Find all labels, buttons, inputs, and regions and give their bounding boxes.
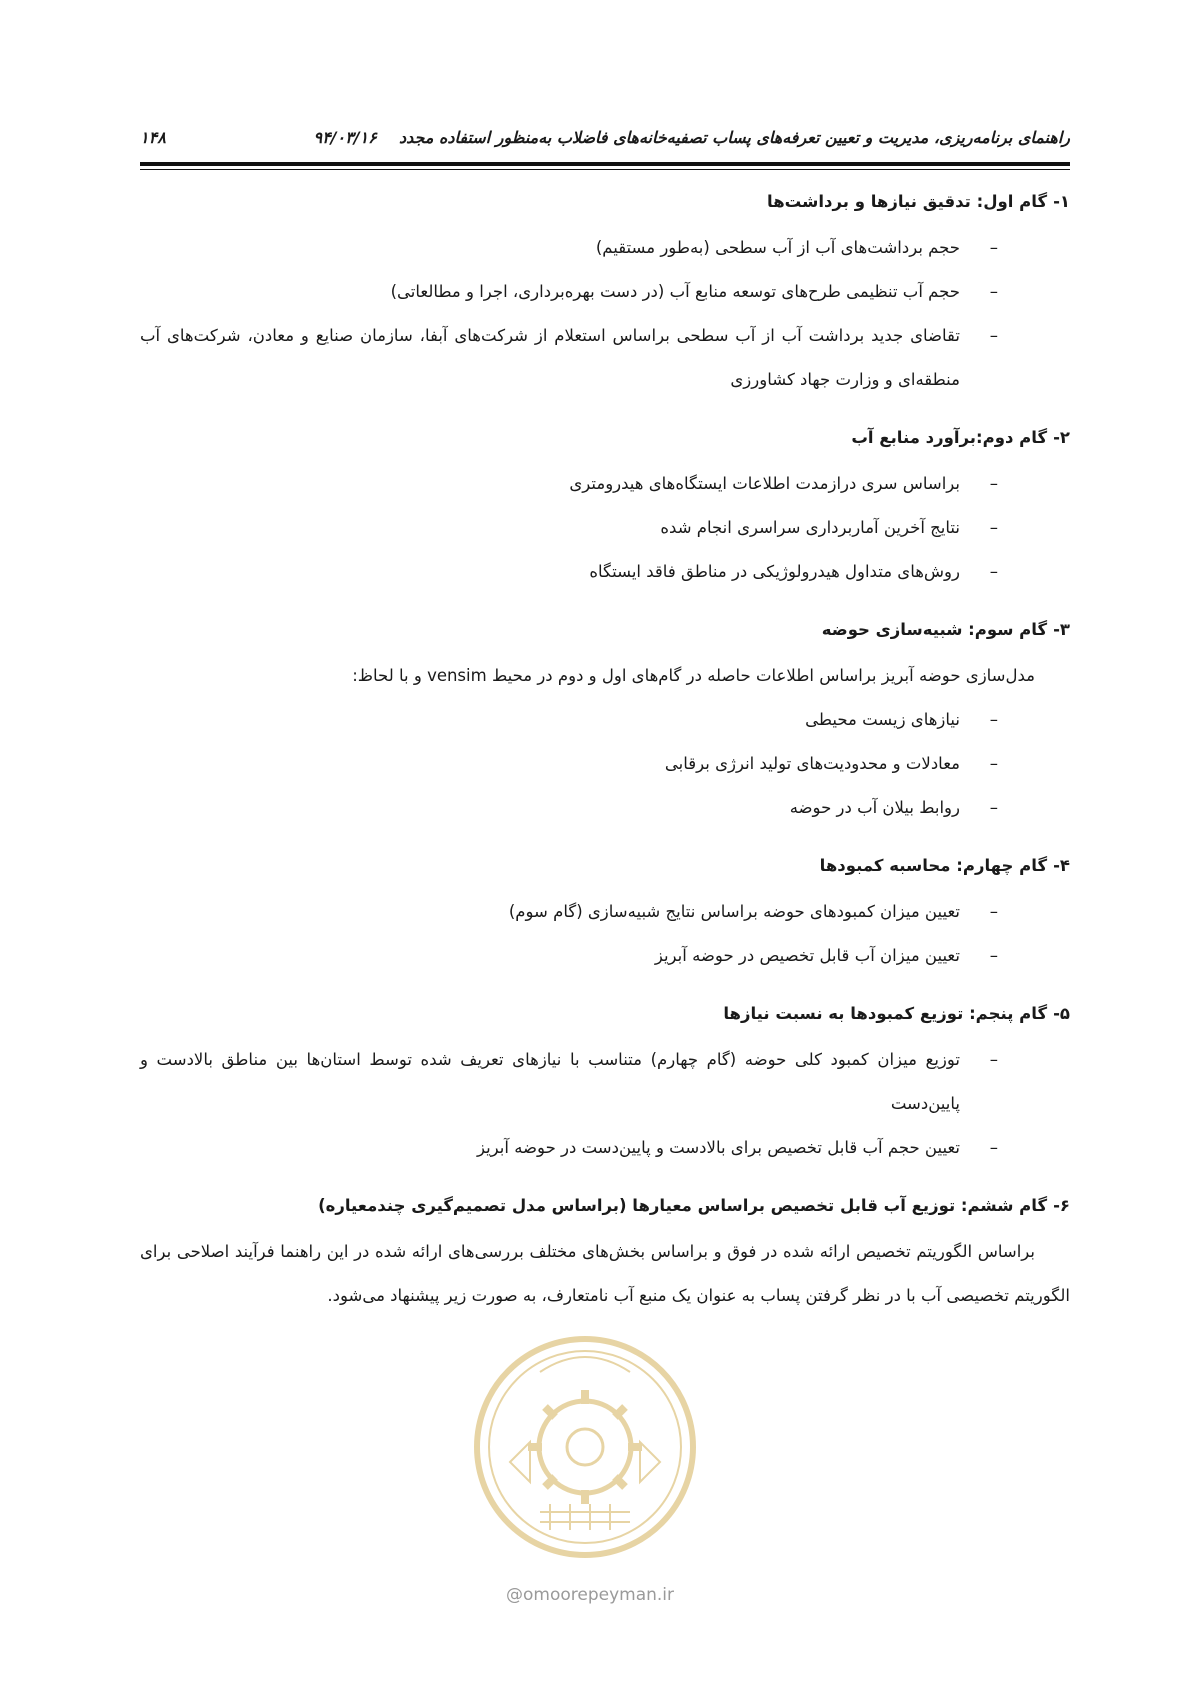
dash-bullet: – bbox=[989, 238, 998, 257]
step-5 bbox=[140, 1000, 1070, 1170]
list-item bbox=[140, 890, 1070, 934]
dash-bullet: – bbox=[989, 710, 998, 729]
header-title-line bbox=[313, 128, 1070, 147]
step-number: ۲- bbox=[1053, 428, 1070, 447]
list-item-text: نیازهای زیست محیطی bbox=[805, 710, 960, 729]
list-item bbox=[140, 506, 1070, 550]
watermark-seal-icon bbox=[470, 1332, 700, 1562]
step-title: گام دوم:برآورد منابع آب bbox=[851, 428, 1048, 447]
header-code: ۹۴/۰۳/۱۶ bbox=[313, 128, 377, 147]
list-item bbox=[140, 786, 1070, 830]
list-item bbox=[140, 742, 1070, 786]
list-item-text: تعیین میزان کمبودهای حوضه براساس نتایج شبیه‌سازی (گام سوم) bbox=[508, 902, 960, 921]
step-list bbox=[140, 1038, 1070, 1170]
step-title: گام اول: تدقیق نیازها و برداشت‌ها bbox=[767, 192, 1048, 211]
step-list bbox=[140, 698, 1070, 830]
step-number: ۱- bbox=[1053, 192, 1070, 211]
list-item-text: حجم آب تنظیمی طرح‌های توسعه منابع آب (در دست بهره‌برداری، اجرا و مطالعاتی) bbox=[390, 282, 960, 301]
list-item-text: حجم برداشت‌های آب از آب سطحی (به‌طور مستقیم) bbox=[595, 238, 960, 257]
list-item-text: نتایج آخرین آماربرداری سراسری انجام شده bbox=[660, 518, 960, 537]
watermark-text: @omoorepeyman.ir bbox=[505, 1585, 675, 1605]
list-item bbox=[140, 550, 1070, 594]
step-list bbox=[140, 462, 1070, 594]
step-heading bbox=[140, 1000, 1070, 1028]
list-item-text: تعیین میزان آب قابل تخصیص در حوضه آبریز bbox=[654, 946, 960, 965]
list-item bbox=[140, 1126, 1070, 1170]
dash-bullet: – bbox=[989, 474, 998, 493]
list-item-text: تقاضای جدید برداشت آب از آب سطحی براساس استعلام از شرکت‌های آبفا، سازمان صنایع و معادن، شرکت‌های آب منطقه‌ای و وزارت جهاد کشاورزی bbox=[140, 326, 960, 389]
list-item-text: براساس سری درازمدت اطلاعات ایستگاه‌های هیدرومتری bbox=[569, 474, 960, 493]
step-list bbox=[140, 226, 1070, 402]
dash-bullet: – bbox=[989, 1138, 998, 1157]
step-number: ۴- bbox=[1053, 856, 1070, 875]
list-item-text: روابط بیلان آب در حوضه bbox=[789, 798, 960, 817]
list-item-text: روش‌های متداول هیدرولوژیکی در مناطق فاقد ایستگاه bbox=[589, 562, 960, 581]
dash-bullet: – bbox=[989, 946, 998, 965]
dash-bullet: – bbox=[989, 1050, 998, 1069]
step-number: ۶- bbox=[1053, 1196, 1070, 1215]
list-item-text: تعیین حجم آب قابل تخصیص برای بالادست و پایین‌دست در حوضه آبریز bbox=[476, 1138, 960, 1157]
dash-bullet: – bbox=[989, 518, 998, 537]
list-item bbox=[140, 270, 1070, 314]
list-item bbox=[140, 314, 1070, 402]
step-heading bbox=[140, 424, 1070, 452]
list-item-text: معادلات و محدودیت‌های تولید انرژی برقابی bbox=[664, 754, 960, 773]
list-item bbox=[140, 462, 1070, 506]
step-heading bbox=[140, 1192, 1070, 1220]
step-heading bbox=[140, 188, 1070, 216]
list-item bbox=[140, 1038, 1070, 1126]
page-content bbox=[140, 188, 1070, 1318]
dash-bullet: – bbox=[989, 902, 998, 921]
dash-bullet: – bbox=[989, 562, 998, 581]
step-paragraph: براساس الگوریتم تخصیص ارائه شده در فوق و براساس بخش‌های مختلف بررسی‌های ارائه شده در این راهنما فرآیند اصلاحی برای الگوریتم تخصیصی آب با در نظر گرفتن پساب به عنوان یک منبع آب نامتعارف، به صورت زیر پیشنهاد می‌شود. bbox=[140, 1242, 1070, 1305]
list-item bbox=[140, 934, 1070, 978]
step-title: گام چهارم: محاسبه کمبودها bbox=[819, 856, 1048, 875]
step-1 bbox=[140, 188, 1070, 402]
step-2 bbox=[140, 424, 1070, 594]
header-title: راهنمای برنامه‌ریزی، مدیریت و تعیین تعرفه‌های پساب تصفیه‌خانه‌های فاضلاب به‌منظور استفاده مجدد bbox=[399, 128, 1070, 147]
step-6 bbox=[140, 1192, 1070, 1318]
list-item bbox=[140, 698, 1070, 742]
step-title: گام ششم: توزیع آب قابل تخصیص براساس معیارها (براساس مدل تصمیم‌گیری چندمعیاره) bbox=[318, 1196, 1048, 1215]
page-header bbox=[140, 128, 1070, 158]
step-3 bbox=[140, 616, 1070, 830]
step-number: ۵- bbox=[1053, 1004, 1070, 1023]
page-number: ۱۴۸ bbox=[140, 128, 166, 147]
list-item-text: توزیع میزان کمبود کلی حوضه (گام چهارم) متناسب با نیازهای تعریف شده توسط استان‌ها بین مناطق بالادست و پایین‌دست bbox=[140, 1050, 960, 1113]
header-rule-thin bbox=[140, 169, 1070, 170]
dash-bullet: – bbox=[989, 326, 998, 345]
dash-bullet: – bbox=[989, 754, 998, 773]
step-list bbox=[140, 890, 1070, 978]
dash-bullet: – bbox=[989, 282, 998, 301]
step-heading bbox=[140, 616, 1070, 644]
step-heading bbox=[140, 852, 1070, 880]
step-intro: مدل‌سازی حوضه آبریز براساس اطلاعات حاصله در گام‌های اول و دوم در محیط vensim و با لحاظ: bbox=[352, 666, 1035, 685]
step-number: ۳- bbox=[1053, 620, 1070, 639]
step-4 bbox=[140, 852, 1070, 978]
dash-bullet: – bbox=[989, 798, 998, 817]
step-title: گام سوم: شبیه‌سازی حوضه bbox=[821, 620, 1048, 639]
header-rule-thick bbox=[140, 162, 1070, 166]
step-title: گام پنجم: توزیع کمبودها به نسبت نیازها bbox=[723, 1004, 1048, 1023]
list-item bbox=[140, 226, 1070, 270]
